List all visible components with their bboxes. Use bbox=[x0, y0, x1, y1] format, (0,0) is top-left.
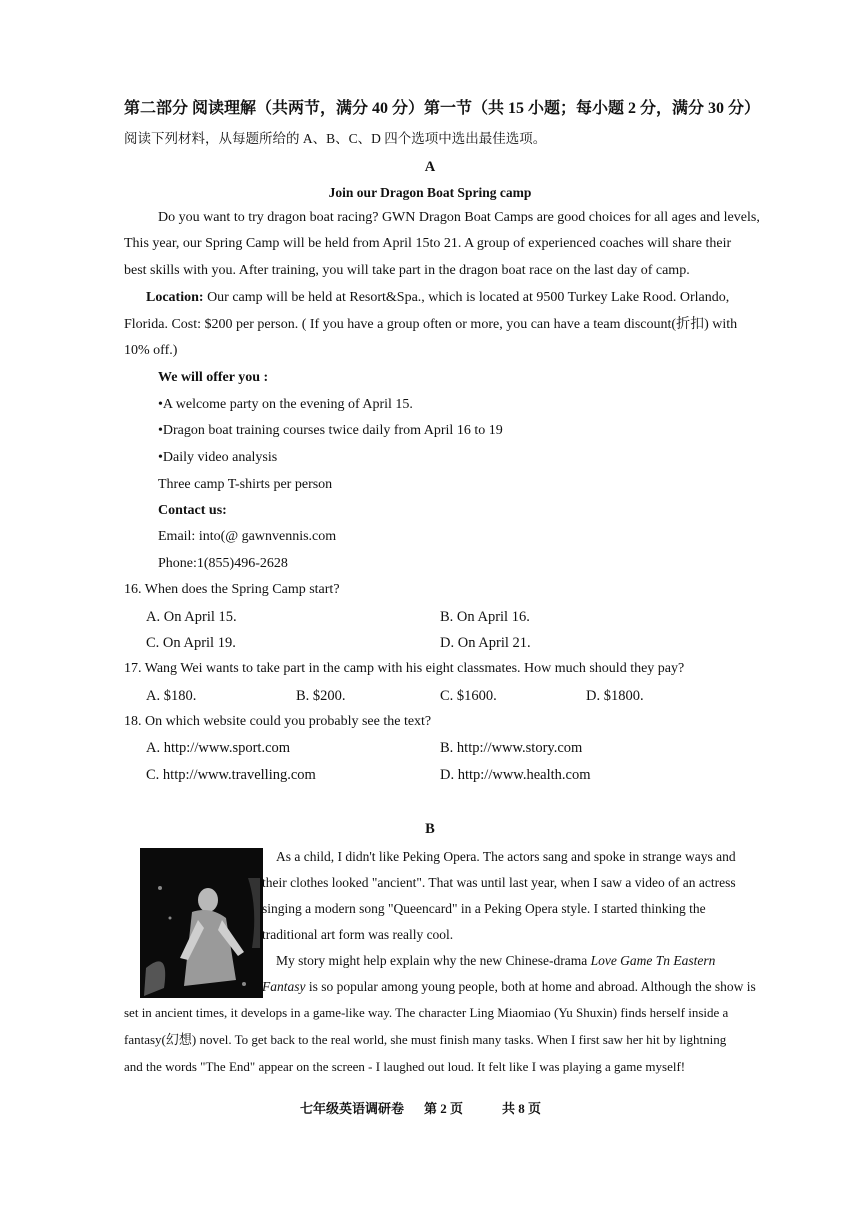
passage-b-letter: B bbox=[425, 821, 435, 837]
location-label: Location: bbox=[146, 290, 204, 305]
offer-item: Three camp T-shirts per person bbox=[158, 477, 333, 492]
question-16-stem: 16. When does the Spring Camp start? bbox=[124, 582, 340, 597]
question-16-option-a: A. On April 15. bbox=[146, 609, 237, 625]
question-16-option-c: C. On April 19. bbox=[146, 635, 236, 651]
passage-a-p1-line3: best skills with you. After training, you will take part in the dragon boat race on the last day of camp. bbox=[124, 263, 690, 278]
section-header: 第二部分 阅读理解（共两节，满分 40 分）第一节（共 15 小题；每小题 2 分，满分 30 分） bbox=[124, 100, 761, 117]
passage-b-line4: traditional art form was really cool. bbox=[262, 927, 454, 942]
passage-b-line3: singing a modern song "Queencard" in a Peking Opera style. I started thinking the bbox=[262, 901, 706, 916]
passage-a-title: Join our Dragon Boat Spring camp bbox=[328, 185, 532, 200]
passage-b-line2: their clothes looked "ancient". That was until last year, when I saw a video of an actress bbox=[262, 875, 736, 890]
location-text: Our camp will be held at Resort&Spa., which is located at 9500 Turkey Lake Rood. Orlando, bbox=[203, 290, 730, 305]
question-18-option-d: D. http://www.health.com bbox=[440, 767, 591, 783]
question-18-option-a: A. http://www.sport.com bbox=[146, 740, 291, 756]
poster-figure-icon bbox=[140, 848, 263, 998]
passage-a-p1-line2: This year, our Spring Camp will be held from April 15to 21. A group of experienced coaches will share their bbox=[124, 236, 732, 251]
passage-a-location-line3: 10% off.) bbox=[124, 343, 178, 358]
question-17-option-c: C. $1600. bbox=[440, 688, 497, 704]
question-16-option-d: D. On April 21. bbox=[440, 635, 531, 651]
drama-poster-image bbox=[140, 848, 263, 998]
section-instructions: 阅读下列材料，从每题所给的 A、B、C、D 四个选项中选出最佳选项。 bbox=[124, 131, 547, 146]
question-18-stem: 18. On which website could you probably see the text? bbox=[124, 714, 432, 729]
passage-b-line6-text: is so popular among young people, both at home and abroad. Although the show is bbox=[308, 979, 756, 994]
question-18-option-b: B. http://www.story.com bbox=[440, 740, 583, 756]
passage-b-line6 bbox=[262, 978, 756, 996]
passage-a-location-line2: Florida. Cost: $200 per person. ( If you have a group often or more, you can have a team discount(折扣) with bbox=[124, 317, 738, 332]
drama-title-part2: Fantasy bbox=[262, 979, 306, 994]
offer-item: •Daily video analysis bbox=[158, 450, 278, 465]
passage-a-location-line1 bbox=[146, 289, 729, 307]
offer-item: •Dragon boat training courses twice daily from April 16 to 19 bbox=[158, 423, 503, 438]
passage-b-line5 bbox=[276, 952, 715, 970]
footer-exam-title: 七年级英语调研卷 bbox=[300, 1101, 405, 1116]
passage-a-p1-line1: Do you want to try dragon boat racing? GWN Dragon Boat Camps are good choices for all ages and levels, bbox=[158, 210, 760, 225]
passage-a-letter: A bbox=[424, 159, 436, 175]
question-17-option-d: D. $1800. bbox=[586, 688, 644, 704]
contact-phone: Phone:1(855)496-2628 bbox=[158, 556, 288, 571]
passage-b-line7: set in ancient times, it develops in a game-like way. The character Ling Miaomiao (Yu Shuxin) finds herself inside a bbox=[124, 1005, 729, 1020]
footer-page-number: 第 2 页 bbox=[424, 1101, 464, 1116]
offer-heading: We will offer you : bbox=[158, 370, 269, 385]
drama-title-part1: Love Game Tn Eastern bbox=[590, 953, 716, 968]
contact-heading: Contact us: bbox=[158, 503, 227, 518]
footer-total-pages: 共 8 页 bbox=[502, 1101, 542, 1116]
passage-b-line5-text: My story might help explain why the new Chinese-drama bbox=[276, 953, 591, 968]
question-17-option-a: A. $180. bbox=[146, 688, 197, 704]
offer-item: •A welcome party on the evening of April 15. bbox=[158, 397, 413, 412]
question-17-option-b: B. $200. bbox=[296, 688, 346, 704]
passage-b-line8: fantasy(幻想) novel. To get back to the real world, she must finish many tasks. When I first saw her hit by lightning bbox=[124, 1032, 727, 1047]
question-17-stem: 17. Wang Wei wants to take part in the camp with his eight classmates. How much should they pay? bbox=[124, 661, 685, 676]
question-16-option-b: B. On April 16. bbox=[440, 609, 530, 625]
question-18-option-c: C. http://www.travelling.com bbox=[146, 767, 316, 783]
passage-b-line9: and the words "The End" appear on the screen - I laughed out loud. It felt like I was playing a game myself! bbox=[124, 1059, 686, 1074]
passage-b-line1: As a child, I didn't like Peking Opera. The actors sang and spoke in strange ways and bbox=[276, 849, 736, 864]
contact-email: Email: into(@ gawnvennis.com bbox=[158, 529, 337, 544]
